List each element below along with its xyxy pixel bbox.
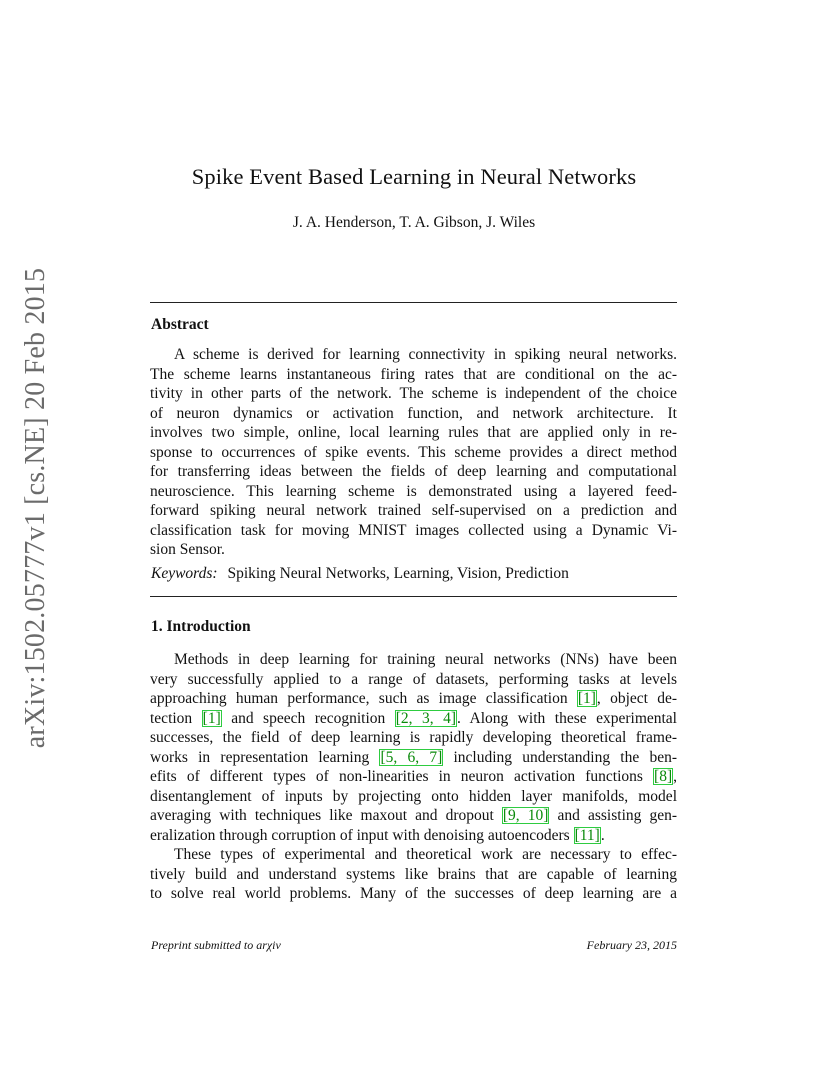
intro-text: and assisting gen- xyxy=(549,807,678,824)
intro-text: approaching human performance, such as image classification xyxy=(150,690,577,707)
citation-link[interactable]: [1] xyxy=(202,709,221,727)
arxiv-side-stamp: arXiv:1502.05777v1 [cs.NE] 20 Feb 2015 xyxy=(20,267,51,749)
intro-text: efits of different types of non-linearities in neuron activation functions xyxy=(150,768,654,785)
intro-text: works in representation learning xyxy=(150,748,380,766)
abstract-line: for transferring ideas between the fields of deep learning and computational xyxy=(150,463,677,480)
abstract-bottom-rule xyxy=(150,596,677,597)
intro-line: successes, the field of deep learning is rapidly developing theoretical frame- xyxy=(150,729,677,746)
abstract-heading: Abstract xyxy=(151,316,209,333)
intro-text: averaging with techniques like maxout and dropout xyxy=(150,807,502,824)
intro-line xyxy=(150,689,677,709)
intro-line: tively build and understand systems like brains that are capable of learning xyxy=(150,865,677,883)
paper-authors: J. A. Henderson, T. A. Gibson, J. Wiles xyxy=(292,214,536,231)
abstract-line: The scheme learns instantaneous firing rates that are conditional on the ac- xyxy=(150,365,677,383)
intro-line: disentanglement of inputs by projecting onto hidden layer manifolds, model xyxy=(150,787,677,805)
footer-date: February 23, 2015 xyxy=(586,938,677,952)
abstract-line: sponse to occurrences of spike events. This scheme provides a direct method xyxy=(150,443,677,461)
intro-text: . xyxy=(600,826,605,844)
intro-text: including understanding the ben- xyxy=(443,748,678,766)
intro-line: These types of experimental and theoretical work are necessary to effec- xyxy=(174,846,677,863)
intro-line xyxy=(150,826,677,846)
intro-text: , xyxy=(673,768,677,785)
paper-title: Spike Event Based Learning in Neural Networks xyxy=(191,164,637,189)
abstract-line: involves two simple, online, local learning rules that are applied only in re- xyxy=(150,424,677,441)
intro-line xyxy=(150,748,677,768)
citation-link[interactable]: [2, 3, 4] xyxy=(395,709,457,727)
citation-link[interactable]: [11] xyxy=(574,826,600,844)
abstract-line: of neuron dynamics or activation function, and network architecture. It xyxy=(150,404,677,422)
citation-link[interactable]: [1] xyxy=(577,690,596,707)
intro-text: , object de- xyxy=(596,690,677,707)
footer-preprint-note: Preprint submitted to arχiv xyxy=(151,938,281,952)
intro-line: Methods in deep learning for training neural networks (NNs) have been xyxy=(174,651,677,668)
abstract-top-rule xyxy=(150,302,677,303)
section-heading-introduction: 1. Introduction xyxy=(151,618,251,635)
citation-link[interactable]: [8] xyxy=(654,768,673,785)
keywords xyxy=(151,565,569,583)
abstract-body xyxy=(150,345,677,560)
abstract-line: A scheme is derived for learning connectivity in spiking neural networks. xyxy=(174,346,677,363)
abstract-line: classification task for moving MNIST images collected using a Dynamic Vi- xyxy=(150,521,677,539)
citation-link[interactable]: [5, 6, 7] xyxy=(380,748,443,766)
abstract-line: sion Sensor. xyxy=(150,541,225,558)
intro-line: to solve real world problems. Many of the successes of deep learning are a xyxy=(150,885,677,902)
keywords-text: Spiking Neural Networks, Learning, Vision, Prediction xyxy=(227,565,569,582)
citation-link[interactable]: [9, 10] xyxy=(502,807,549,824)
intro-text: . Along with these experimental xyxy=(457,709,677,727)
keywords-label: Keywords: xyxy=(151,565,218,582)
intro-line xyxy=(150,806,677,826)
abstract-line: neuroscience. This learning scheme is demonstrated using a layered feed- xyxy=(150,482,677,500)
intro-text: eralization through corruption of input with denoising autoencoders xyxy=(150,826,574,844)
intro-text: tection xyxy=(150,709,202,727)
intro-text: and speech recognition xyxy=(221,709,395,727)
introduction-body xyxy=(150,650,677,904)
abstract-line: forward spiking neural network trained self-supervised on a prediction and xyxy=(150,502,677,519)
intro-line xyxy=(150,767,677,787)
abstract-line: tivity in other parts of the network. The scheme is independent of the choice xyxy=(150,385,677,402)
intro-line xyxy=(150,709,677,729)
intro-line: very successfully applied to a range of datasets, performing tasks at levels xyxy=(150,670,677,688)
